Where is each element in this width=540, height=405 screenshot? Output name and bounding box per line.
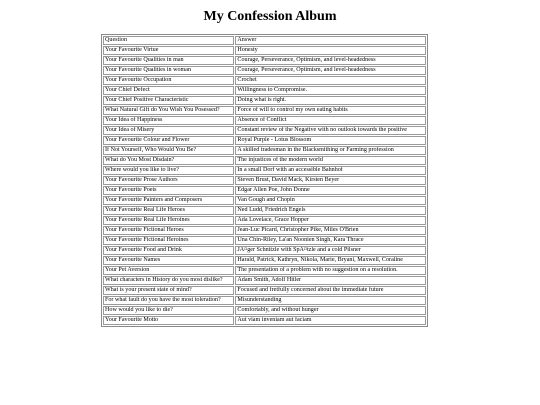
- table-row: [103, 96, 426, 105]
- answer-cell: Edgar Allen Poe, John Donne: [235, 186, 426, 195]
- answer-cell: Jean-Luc Picard, Christopher Pike, Miles O'Brien: [235, 226, 426, 235]
- table-row: [103, 306, 426, 315]
- question-cell: Your Idea of Happiness: [103, 116, 234, 125]
- answer-cell: Misunderstanding: [235, 296, 426, 305]
- table-row: [103, 156, 426, 165]
- table-row: [103, 236, 426, 245]
- question-cell: Your Favourite Prose Authors: [103, 176, 234, 185]
- table-row: [103, 216, 426, 225]
- question-cell: How would you like to die?: [103, 306, 234, 315]
- question-cell: Your Favourite Poets: [103, 186, 234, 195]
- table-row: [103, 276, 426, 285]
- answer-cell: Comfortably, and without hunger: [235, 306, 426, 315]
- answer-cell: In a small Dorf with an accessible Bahnhof: [235, 166, 426, 175]
- answer-cell: Constant review of the Negative with no outlook towards the positive: [235, 126, 426, 135]
- question-cell: What do You Most Disdain?: [103, 156, 234, 165]
- table-row: [103, 86, 426, 95]
- question-cell: Your Favourite Motto: [103, 316, 234, 325]
- question-cell: Your Idea of Misery: [103, 126, 234, 135]
- confession-table: [101, 34, 428, 327]
- answer-cell: Ada Lovelace, Grace Hopper: [235, 216, 426, 225]
- answer-cell: Harald, Patrick, Kathryn, Nikola, Marie, Bryani, Maxwell, Coraline: [235, 256, 426, 265]
- question-cell: Your Favourite Colour and Flower: [103, 136, 234, 145]
- answer-cell: Aut viam inveniam aut faciam: [235, 316, 426, 325]
- table-row: [103, 166, 426, 175]
- question-cell: What is your present state of mind?: [103, 286, 234, 295]
- question-cell: Your Favourite Qualities in man: [103, 56, 234, 65]
- table-row: [103, 56, 426, 65]
- table-row: [103, 126, 426, 135]
- question-cell: Your Favourite Fictional Heroines: [103, 236, 234, 245]
- question-cell: For what fault do you have the most toleration?: [103, 296, 234, 305]
- header-answer: Answer: [235, 36, 426, 45]
- answer-cell: Force of will to control my own eating habits: [235, 106, 426, 115]
- answer-cell: Courage, Perseverance, Optimism, and level-headedness: [235, 56, 426, 65]
- question-cell: Your Favourite Names: [103, 256, 234, 265]
- table-body: [103, 36, 426, 325]
- question-cell: What characters in History do you most dislike?: [103, 276, 234, 285]
- table-row: [103, 286, 426, 295]
- table-row: [103, 266, 426, 275]
- table-row: [103, 176, 426, 185]
- answer-cell: Adam Smith, Adolf Hitler: [235, 276, 426, 285]
- table-row: [103, 146, 426, 155]
- table-row: [103, 136, 426, 145]
- table-row: [103, 186, 426, 195]
- answer-cell: Ned Ludd, Friedrich Engels: [235, 206, 426, 215]
- answer-cell: The presentation of a problem with no suggestion on a resolution.: [235, 266, 426, 275]
- question-cell: Your Favourite Food and Drink: [103, 246, 234, 255]
- answer-cell: Absence of Conflict: [235, 116, 426, 125]
- answer-cell: Steven Brust, David Mack, Kirsten Beyer: [235, 176, 426, 185]
- answer-cell: JÃ¤ger Schnitzle with SpÃ¤tzle and a cold Pilsner: [235, 246, 426, 255]
- table-row: [103, 46, 426, 55]
- question-cell: What Natural Gift do You Wish You Posessed?: [103, 106, 234, 115]
- page-title: My Confession Album: [203, 9, 337, 24]
- question-cell: If Not Yourself, Who Would You Be?: [103, 146, 234, 155]
- table-row: [103, 226, 426, 235]
- answer-cell: Royal Purple - Lotus Blossom: [235, 136, 426, 145]
- question-cell: Your Chief Positive Characteristic: [103, 96, 234, 105]
- table-row: [103, 66, 426, 75]
- answer-cell: The injustices of the modern world: [235, 156, 426, 165]
- question-cell: Your Favourite Painters and Composers: [103, 196, 234, 205]
- table-row: [103, 246, 426, 255]
- table-row: [103, 256, 426, 265]
- question-cell: Your Pet Aversion: [103, 266, 234, 275]
- answer-cell: Van Gough and Chopin: [235, 196, 426, 205]
- question-cell: Your Chief Defect: [103, 86, 234, 95]
- answer-cell: Honesty: [235, 46, 426, 55]
- answer-cell: Crochet: [235, 76, 426, 85]
- header-question: Question: [103, 36, 234, 45]
- answer-cell: Doing what is right.: [235, 96, 426, 105]
- question-cell: Your Favourite Real Life Heroes: [103, 206, 234, 215]
- question-cell: Your Favourite Virtue: [103, 46, 234, 55]
- question-cell: Where would you like to live?: [103, 166, 234, 175]
- answer-cell: Willingness to Compromise.: [235, 86, 426, 95]
- answer-cell: Courage, Perseverance, Optimism, and level-headedness: [235, 66, 426, 75]
- table-row: [103, 316, 426, 325]
- table-row: [103, 106, 426, 115]
- question-cell: Your Favourite Fictional Heroes: [103, 226, 234, 235]
- table-row: [103, 296, 426, 305]
- question-cell: Your Favourite Qualities in woman: [103, 66, 234, 75]
- table-row: [103, 116, 426, 125]
- answer-cell: Focused and fretfully concerned about the immediate future: [235, 286, 426, 295]
- question-cell: Your Favourite Real Life Heroines: [103, 216, 234, 225]
- answer-cell: Una Chin-Riley, La'an Noonien Singh, Kara Thrace: [235, 236, 426, 245]
- answer-cell: A skilled tradesman in the Blacksmithing or Farming profession: [235, 146, 426, 155]
- table-row: [103, 206, 426, 215]
- table-row: [103, 196, 426, 205]
- question-cell: Your Favourite Occupation: [103, 76, 234, 85]
- table-row: [103, 76, 426, 85]
- table-header-row: [103, 36, 426, 45]
